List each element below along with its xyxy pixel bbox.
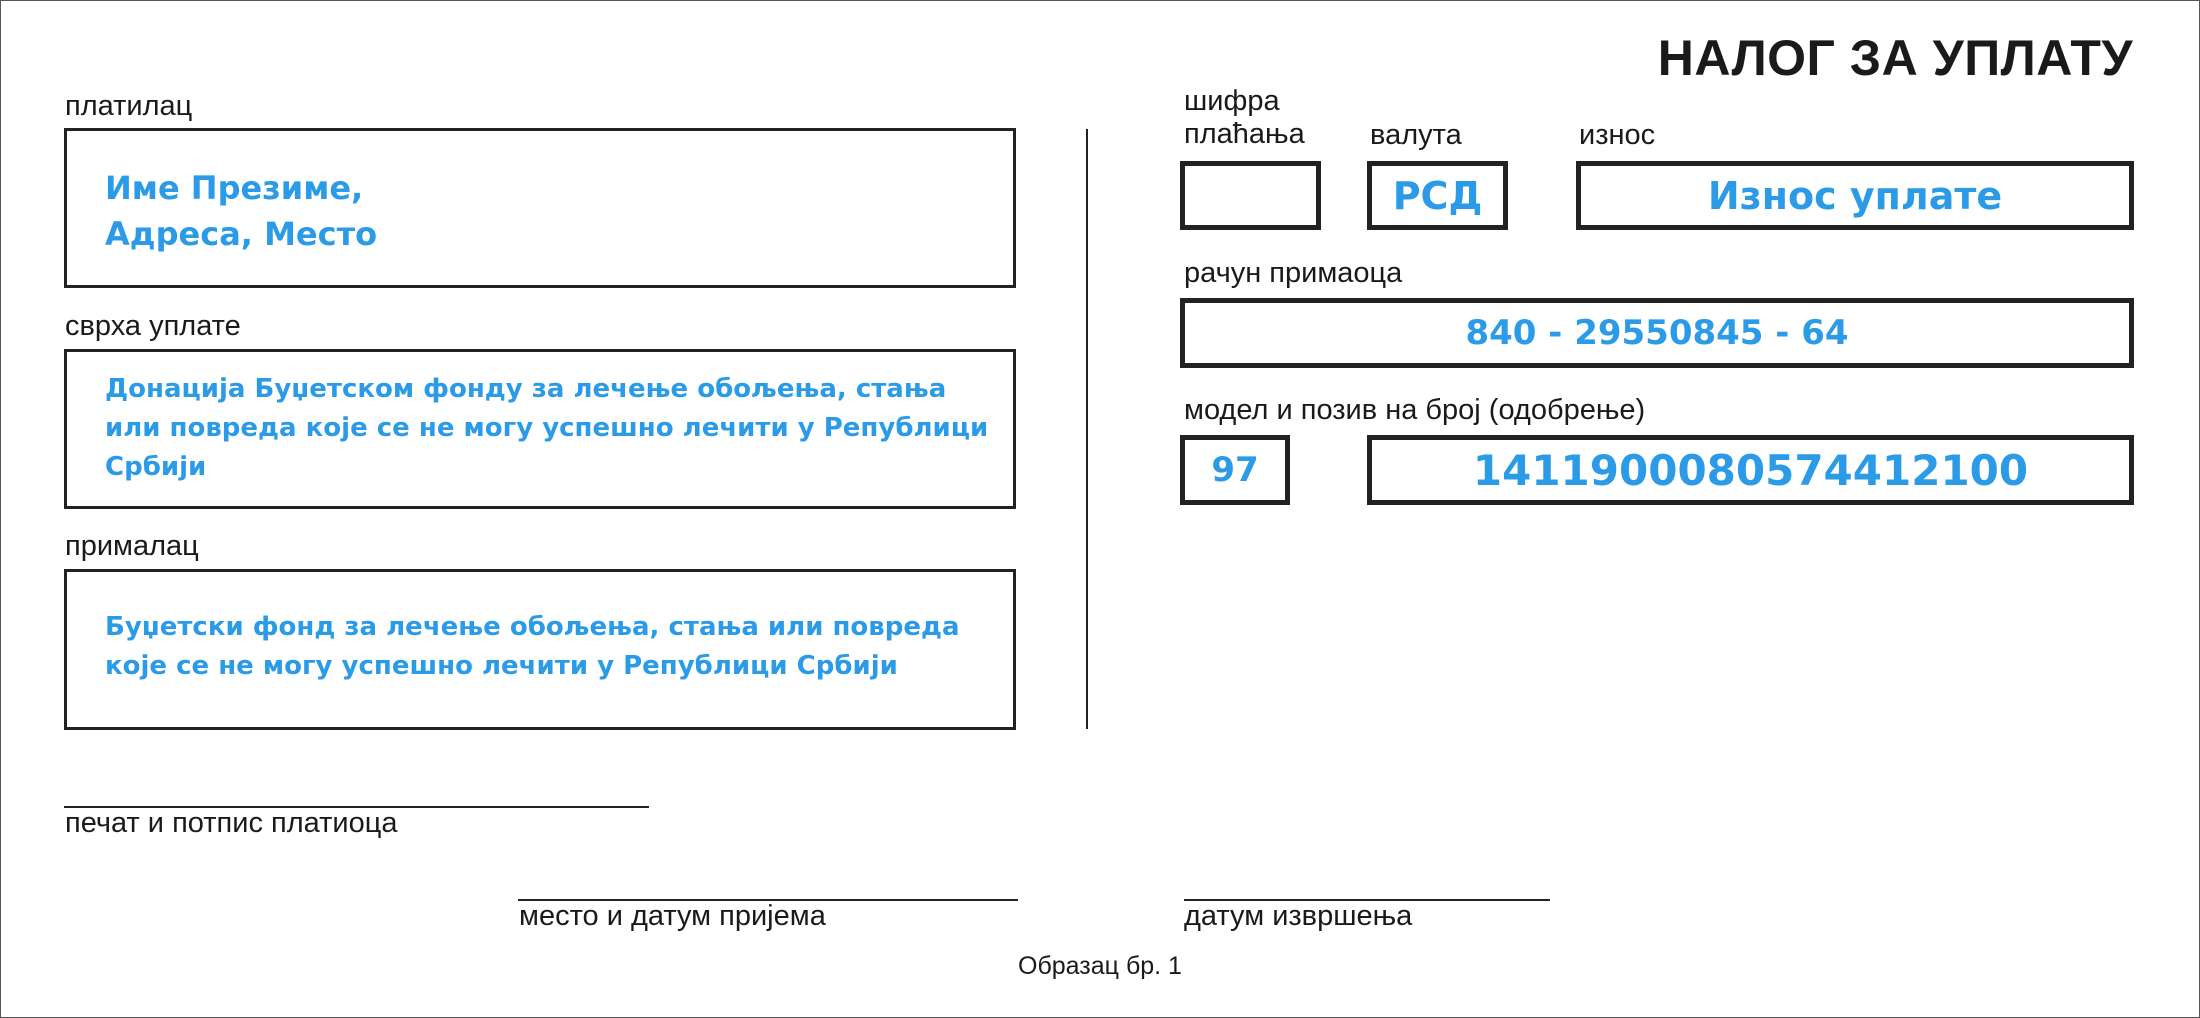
currency-field[interactable] bbox=[1367, 161, 1508, 230]
payment-code-value bbox=[1185, 166, 1316, 225]
reference-model-value: 97 bbox=[1211, 450, 1259, 490]
payer-name: Име Презиме, bbox=[105, 169, 364, 207]
receipt-label: место и датум пријема bbox=[519, 900, 826, 932]
reference-number-field[interactable] bbox=[1367, 435, 2134, 505]
form-title: НАЛОГ ЗА УПЛАТУ bbox=[1657, 30, 2133, 86]
payment-code-label: шифра плаћања bbox=[1184, 85, 1305, 150]
payer-address: Адреса, Место bbox=[105, 215, 378, 253]
form-number: Образац бр. 1 bbox=[1018, 952, 1182, 980]
recipient-label: прималац bbox=[65, 530, 199, 562]
execution-date-label: датум извршења bbox=[1184, 900, 1413, 932]
recipient-account-value: 840 - 29550845 - 64 bbox=[1465, 313, 1849, 353]
amount-label: износ bbox=[1579, 119, 1656, 151]
recipient-account-label: рачун примаоца bbox=[1184, 257, 1403, 289]
payer-field[interactable] bbox=[64, 128, 1016, 288]
payment-code-field[interactable] bbox=[1180, 161, 1321, 230]
recipient-field[interactable] bbox=[64, 569, 1016, 730]
recipient-value: Буџетски фонд за лечење обољења, стања или повреда које се не могу успешно лечити у Републици Србији bbox=[105, 612, 960, 681]
reference-label: модел и позив на број (одобрење) bbox=[1184, 394, 1646, 426]
amount-field[interactable] bbox=[1576, 161, 2134, 230]
purpose-field[interactable] bbox=[64, 349, 1016, 509]
currency-label: валута bbox=[1370, 119, 1462, 151]
purpose-value: Донација Буџетском фонду за лечење обољења, стања или повреда које се не могу успешно лечити у Републици Србији bbox=[105, 374, 989, 482]
currency-value: РСД bbox=[1392, 173, 1483, 218]
payer-label: платилац bbox=[65, 90, 193, 122]
reference-number-value: 1411900080574412100 bbox=[1472, 445, 2029, 495]
column-divider bbox=[1086, 129, 1088, 729]
payer-signature-label: печат и потпис платиоца bbox=[65, 807, 398, 839]
amount-value: Износ уплате bbox=[1707, 173, 2003, 218]
purpose-label: сврха уплате bbox=[65, 310, 241, 342]
recipient-account-field[interactable] bbox=[1180, 298, 2134, 368]
reference-model-field[interactable] bbox=[1180, 435, 1290, 505]
